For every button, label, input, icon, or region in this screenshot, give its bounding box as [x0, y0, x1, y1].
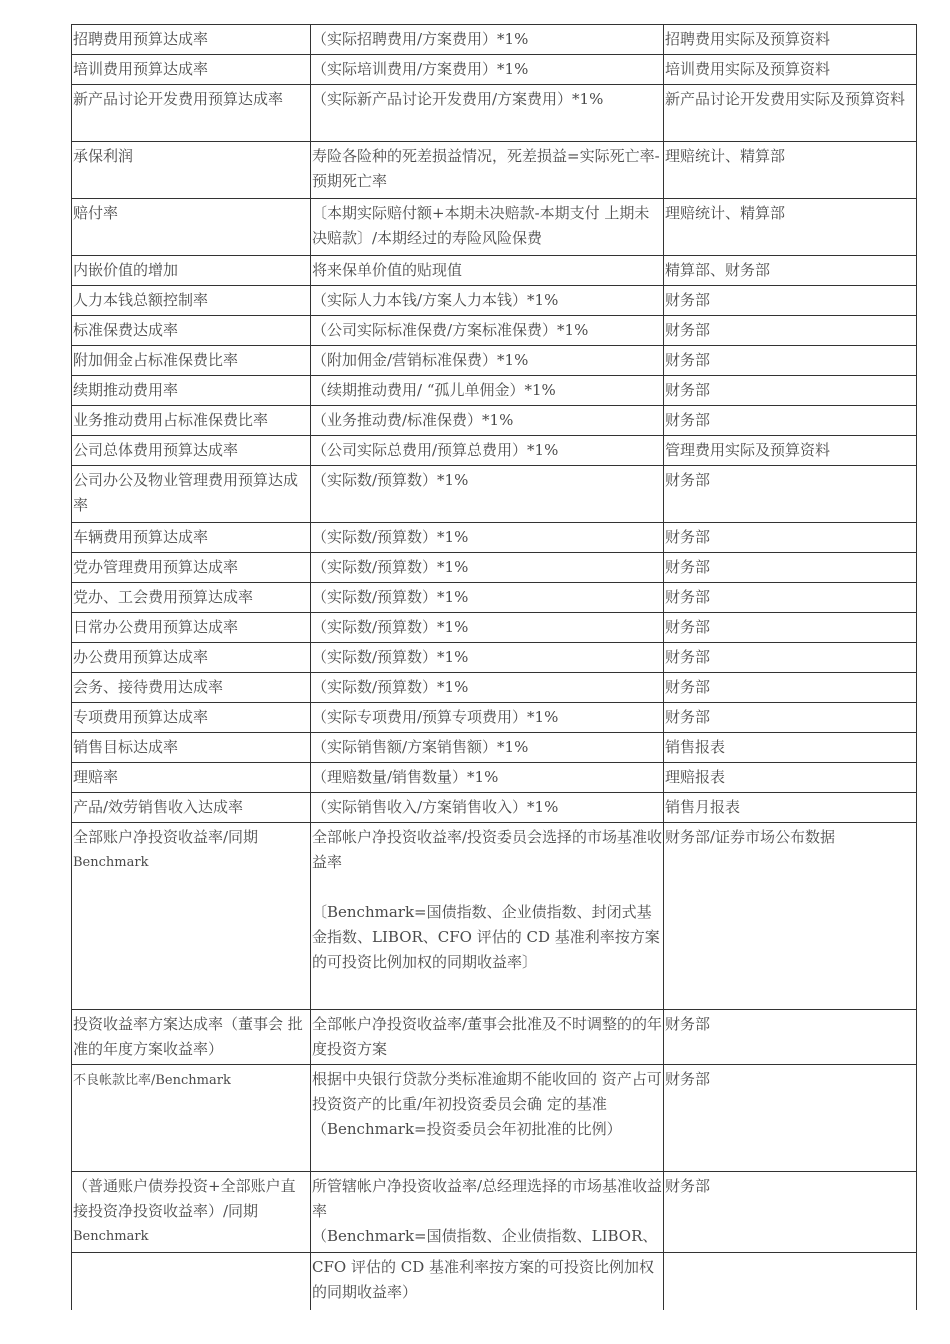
indicator-name-suffix: Benchmark [73, 855, 149, 870]
source-cell: 财务部 [664, 613, 917, 643]
table-row [72, 1253, 917, 1310]
table-row [72, 733, 917, 763]
indicator-name-cell: 销售目标达成率 [72, 733, 311, 763]
formula-cell [311, 1065, 664, 1172]
source-cell: 财务部 [664, 673, 917, 703]
table-row [72, 763, 917, 793]
source-cell: 财务部 [664, 1172, 917, 1253]
indicator-name-cell [72, 1172, 311, 1253]
source-cell: 销售报表 [664, 733, 917, 763]
indicator-name-cell: 产品/效劳销售收入达成率 [72, 793, 311, 823]
table-row [72, 199, 917, 256]
source-cell: 财务部 [664, 523, 917, 553]
indicator-name-cell: 培训费用预算达成率 [72, 55, 311, 85]
table-row [72, 643, 917, 673]
formula-cell: CFO 评估的 CD 基准利率按方案的可投资比例加权的同期收益率） [311, 1253, 664, 1310]
formula-cell: （实际数/预算数）*1% [311, 466, 664, 523]
table-row [72, 55, 917, 85]
indicator-name-cell: 车辆费用预算达成率 [72, 523, 311, 553]
source-cell: 财务部 [664, 703, 917, 733]
formula-note: （Benchmark=投资委员会年初批准的比例） [312, 1120, 622, 1138]
formula-cell: （实际数/预算数）*1% [311, 613, 664, 643]
indicator-name-cell: 专项费用预算达成率 [72, 703, 311, 733]
indicator-name-suffix: Benchmark [73, 1229, 149, 1244]
source-cell: 财务部/证券市场公布数据 [664, 823, 917, 1010]
formula-cell [311, 1172, 664, 1253]
indicator-name: 不良帐款比率/Benchmark [73, 1073, 231, 1088]
indicator-name-cell: 党办、工会费用预算达成率 [72, 583, 311, 613]
formula-cell: 全部帐户净投资收益率/董事会批准及不时调整的的年度投资方案 [311, 1010, 664, 1065]
table-row [72, 523, 917, 553]
table-row [72, 25, 917, 55]
indicator-name-cell [72, 823, 311, 1010]
formula-cell: 寿险各险种的死差损益情况，死差损益=实际死亡率-预期死亡率 [311, 142, 664, 199]
table-row [72, 1172, 917, 1253]
formula-cell: （实际数/预算数）*1% [311, 583, 664, 613]
source-cell: 财务部 [664, 316, 917, 346]
table-row [72, 316, 917, 346]
indicator-name-cell: 业务推动费用占标准保费比率 [72, 406, 311, 436]
formula-cell: （实际数/预算数）*1% [311, 553, 664, 583]
formula-cell: 将来保单价值的贴现值 [311, 256, 664, 286]
table-body-investment [72, 823, 917, 1310]
formula-cell: （公司实际标准保费/方案标准保费）*1% [311, 316, 664, 346]
table-row [72, 406, 917, 436]
table-row [72, 256, 917, 286]
table-row [72, 553, 917, 583]
formula-cell: （实际培训费用/方案费用）*1% [311, 55, 664, 85]
formula-cell: （实际专项费用/预算专项费用）*1% [311, 703, 664, 733]
formula-cell: （实际销售额/方案销售额）*1% [311, 733, 664, 763]
formula-cell: （业务推动费/标准保费）*1% [311, 406, 664, 436]
indicator-name-cell: 赔付率 [72, 199, 311, 256]
indicator-table-page [71, 24, 916, 1310]
indicator-name: （普通账户债券投资+全部账户直接投资净投资收益率）/同期 [73, 1177, 296, 1220]
formula-text: 全部帐户净投资收益率/投资委员会选择的市场基准收益率 [312, 828, 663, 871]
indicator-name-cell [72, 1065, 311, 1172]
source-cell [664, 1253, 917, 1310]
indicator-name-cell [72, 1253, 311, 1310]
table-row [72, 1065, 917, 1172]
table-row [72, 466, 917, 523]
source-cell: 精算部、财务部 [664, 256, 917, 286]
indicator-name-cell: 承保利润 [72, 142, 311, 199]
formula-cell: （实际招聘费用/方案费用）*1% [311, 25, 664, 55]
source-cell: 财务部 [664, 1010, 917, 1065]
table-row [72, 85, 917, 142]
source-cell: 财务部 [664, 583, 917, 613]
indicator-name-cell: 内嵌价值的增加 [72, 256, 311, 286]
formula-cell: （实际新产品讨论开发费用/方案费用）*1% [311, 85, 664, 142]
table-row [72, 703, 917, 733]
indicator-table [71, 24, 917, 1310]
source-cell: 财务部 [664, 553, 917, 583]
source-cell: 招聘费用实际及预算资料 [664, 25, 917, 55]
source-cell: 财务部 [664, 346, 917, 376]
formula-cell: （实际销售收入/方案销售收入）*1% [311, 793, 664, 823]
table-row [72, 823, 917, 1010]
indicator-name-cell: 人力本钱总额控制率 [72, 286, 311, 316]
table-row [72, 793, 917, 823]
formula-cell: （实际数/预算数）*1% [311, 643, 664, 673]
indicator-name-cell: 党办管理费用预算达成率 [72, 553, 311, 583]
table-body [72, 25, 917, 823]
formula-text: 根据中央银行贷款分类标准逾期不能收回的 资产占可投资资产的比重/年初投资委员会确 定的基准 [312, 1070, 662, 1113]
formula-cell: （实际人力本钱/方案人力本钱）*1% [311, 286, 664, 316]
source-cell: 财务部 [664, 643, 917, 673]
table-row [72, 436, 917, 466]
table-row [72, 583, 917, 613]
indicator-name-cell: 附加佣金占标准保费比率 [72, 346, 311, 376]
table-row [72, 613, 917, 643]
source-cell: 财务部 [664, 1065, 917, 1172]
indicator-name-cell: 日常办公费用预算达成率 [72, 613, 311, 643]
indicator-name-cell: 会务、接待费用达成率 [72, 673, 311, 703]
indicator-name-cell: 公司总体费用预算达成率 [72, 436, 311, 466]
table-row [72, 346, 917, 376]
indicator-name-cell: 办公费用预算达成率 [72, 643, 311, 673]
indicator-name-cell: 招聘费用预算达成率 [72, 25, 311, 55]
source-cell: 培训费用实际及预算资料 [664, 55, 917, 85]
indicator-name-cell: 理赔率 [72, 763, 311, 793]
table-row [72, 142, 917, 199]
formula-cell: （公司实际总费用/预算总费用）*1% [311, 436, 664, 466]
formula-cell: （理赔数量/销售数量）*1% [311, 763, 664, 793]
source-cell: 财务部 [664, 406, 917, 436]
source-cell: 理赔报表 [664, 763, 917, 793]
table-row [72, 286, 917, 316]
table-row [72, 1010, 917, 1065]
indicator-name-cell: 公司办公及物业管理费用预算达成率 [72, 466, 311, 523]
formula-note: 〔Benchmark=国债指数、企业债指数、封闭式基金指数、LIBOR、CFO 评估的 CD 基准利率按方案的可投资比例加权的同期收益率〕 [312, 903, 660, 971]
indicator-name-cell: 续期推动费用率 [72, 376, 311, 406]
formula-cell: （附加佣金/营销标准保费）*1% [311, 346, 664, 376]
formula-cell [311, 823, 664, 1010]
indicator-name-cell: 标准保费达成率 [72, 316, 311, 346]
formula-cell: （实际数/预算数）*1% [311, 523, 664, 553]
source-cell: 管理费用实际及预算资料 [664, 436, 917, 466]
source-cell: 理赔统计、精算部 [664, 199, 917, 256]
source-cell: 理赔统计、精算部 [664, 142, 917, 199]
formula-note: （Benchmark=国债指数、企业债指数、LIBOR、 [312, 1227, 658, 1245]
table-row [72, 673, 917, 703]
source-cell: 财务部 [664, 376, 917, 406]
indicator-name: 全部账户净投资收益率/同期 [73, 828, 259, 846]
formula-cell: 〔本期实际赔付额+本期未决赔款-本期支付 上期未决赔款〕/本期经过的寿险风险保费 [311, 199, 664, 256]
source-cell: 财务部 [664, 286, 917, 316]
source-cell: 财务部 [664, 466, 917, 523]
table-row [72, 376, 917, 406]
source-cell: 销售月报表 [664, 793, 917, 823]
indicator-name-cell: 新产品讨论开发费用预算达成率 [72, 85, 311, 142]
indicator-name-cell: 投资收益率方案达成率（董事会 批准的年度方案收益率） [72, 1010, 311, 1065]
source-cell: 新产品讨论开发费用实际及预算资料 [664, 85, 917, 142]
formula-cell: （实际数/预算数）*1% [311, 673, 664, 703]
formula-cell: （续期推动费用/ “孤儿单佣金）*1% [311, 376, 664, 406]
formula-text: 所管辖帐户净投资收益率/总经理选择的市场基准收益率 [312, 1177, 663, 1220]
